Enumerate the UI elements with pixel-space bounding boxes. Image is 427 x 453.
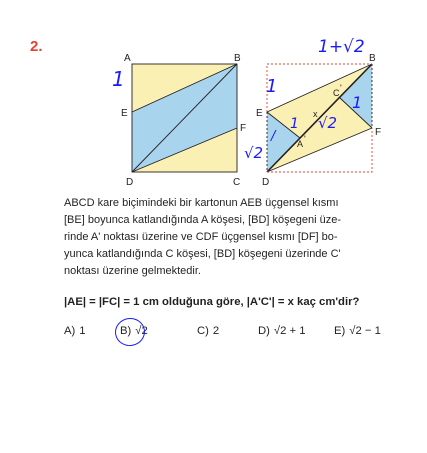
geometry-figure [0, 0, 427, 200]
question-number: 2. [30, 38, 43, 55]
label-e: E [121, 108, 128, 119]
label-c-prime: C [333, 88, 340, 98]
option-c[interactable] [197, 325, 219, 337]
handwritten-slash: / [271, 129, 276, 144]
problem-line: ABCD kare biçimindeki bir kartonun AEB üçgensel kısmı [64, 197, 339, 209]
option-letter: B) [120, 325, 132, 337]
label-x: x [313, 109, 318, 119]
problem-line: yunca katlandığında C köşesi, [BD] köşegeni üzerinde C' [64, 248, 341, 260]
label-c: C [233, 177, 241, 188]
label-f: F [240, 123, 247, 134]
handwritten-one-right-edge: 1 [352, 93, 363, 112]
handwritten-one-plus-root-two: 1+√2 [318, 37, 365, 57]
label-d-right: D [262, 177, 270, 188]
option-value: 1 [79, 325, 86, 337]
option-value: √2 [135, 325, 148, 337]
option-value: 2 [212, 325, 220, 337]
option-letter: C) [197, 325, 209, 337]
problem-line: rinde A' noktası üzerine ve CDF üçgensel kısmı [DF] bo- [64, 231, 338, 243]
option-value: √2 − 1 [349, 325, 381, 337]
handwritten-root-two-mid: √2 [318, 114, 338, 132]
problem-text [64, 195, 409, 280]
label-b-right: B [369, 53, 376, 64]
option-d[interactable] [258, 325, 306, 337]
option-letter: D) [258, 325, 270, 337]
option-letter: A) [64, 325, 76, 337]
option-letter: E) [334, 325, 346, 337]
option-e[interactable] [334, 325, 381, 337]
label-f-right: F [375, 127, 382, 138]
square-abcd [132, 64, 237, 172]
label-b: B [234, 53, 241, 64]
label-a: A [124, 53, 131, 64]
question-prompt: |AE| = |FC| = 1 cm olduğuna göre, |A'C'| = x kaç cm'dir? [64, 296, 360, 308]
problem-line: [BE] boyunca katlandığında A köşesi, [BD] köşegeni üze- [64, 214, 342, 226]
problem-line: noktası üzerine gelmektedir. [64, 265, 201, 277]
option-value: √2 + 1 [273, 325, 306, 337]
label-c-prime-mark: ' [340, 83, 342, 93]
handwritten-one-mid: 1 [290, 116, 299, 132]
label-e-right: E [256, 108, 263, 119]
handwritten-one-top-right: 1 [266, 76, 278, 97]
label-a-prime-mark: ' [304, 134, 306, 144]
handwritten-one-left: 1 [112, 67, 125, 91]
handwritten-root-two-left: √2 [244, 144, 264, 162]
label-d: D [126, 177, 134, 188]
label-a-prime: A [297, 139, 304, 149]
option-a[interactable] [64, 325, 86, 337]
